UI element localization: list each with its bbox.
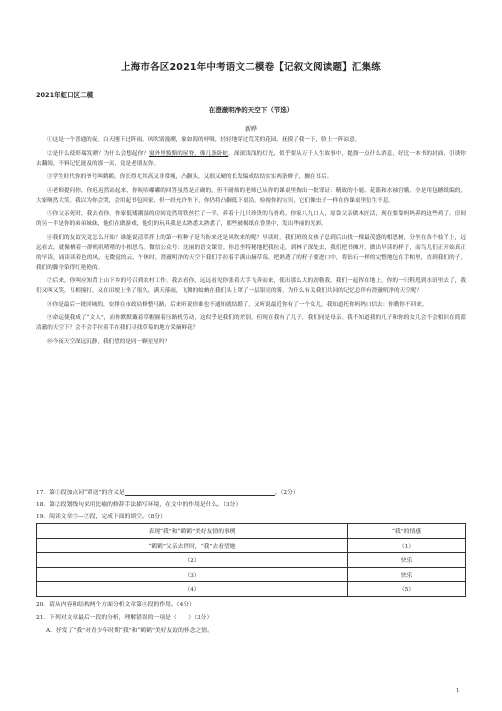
table-header-row [37,524,466,539]
answer-blank[interactable] [125,489,275,496]
question-19: 19．阅读文章⑤—⑦段，完成下面的填空。（8分） [36,514,166,520]
table-cell: （2） [37,553,348,568]
table-cell: 快乐 [348,553,466,568]
fill-in-table [36,523,466,597]
table-cell: “鹤鹤”父亲去世时，“我”去看望她 [37,538,348,553]
question-17: 17．第①段加点词“罩送”的含义是 。（2分） [36,490,299,496]
paragraph-7: ⑦后来，你叫应知背上山下乡的号召到农村工作。我去看你，远远看见你张着大手飞奔而来，使出那么大的劲勒我，我们一起挥在地上，你的一只鞋甩到水田里去了，我们又叫又笑，互相撞打，又在田埂上坐了很久，满天落雨，飞舞的蚊蚋在我们头上罩了一层银亮的雾。为什么有关我们共同的记忆总伴有澄澈明净的天空呢？ [36,278,466,294]
paragraph-9: ⑨命运使我成了“文人”，而你默默戴着草帽握着压路机劳动，这似乎是我们的差别。但现在我有了儿子，我们同是母亲。我不知道我的儿子和你的女儿会不会相识在简蓝清澈的天空下？会不会手拉着手在我们寻找草莓的地方采摘鲜花？ [36,315,466,331]
paragraph-2: ②是什么使彰瑞发溯？为什么会想起你？窗外里黯黯的屋脊，像几条卧蛇。深深浅浅的灯光，似乎要从万千人生故事中，提溜一点什么消息，好比一本书的封面，引诱你去翻阅。不料记忆能及的那一页，竟是老朋友你。 [36,150,466,167]
paragraph-4: ④老师提问你，你迟迟然站起来，你吭咕嘟嘟的回答虽然是正确的，但不耐烦的老师已从你的课桌里掏出一批罪证：精致的小鹿、花篮和水袖宫娥，全是用包糖纸编的，大家咂然大笑。我以为你会哭，会用起书包回家，但一经允许坐下，你仍将凸颧低下桌沿，检视你的宝贝，它们像虫子一样在你课桌里衍生不息。 [36,187,466,204]
document-title: 上海市各区2021年中考语文二模卷【记叙文阅读题】汇集练 [120,62,382,73]
table-row [37,567,466,582]
paragraph-8: ⑧你是最后一批回城的，安排在市政局修整马路，后来听说你谁也不通知就结婚了，又听说最近你有了一个女儿，我知道托你妈妈口信去：你勤你不回来。 [47,301,428,308]
table-row [37,538,466,553]
article-body [36,135,466,350]
paragraph-1: ①这是一个普通的夜。白天刚下过阵雨，风吹别漫溯，象如海的呼吸，轻轻地穿过荒芜的花园，抚摸了我一下，脸上一阵凉意。 [47,137,361,143]
table-cell: 快乐 [348,567,466,582]
question-21-option-a: A．抒发了“我”对青少年时期“我”和“鹤鹤”美好友谊的怀念之情。 [46,628,213,634]
table-cell: （3） [37,567,348,582]
table-header-cell: 表现“我”和“鹤鹤”美好友情的事例 [37,524,348,539]
paragraph-3: ③学生时代你的爷号叫鹤鹤。你长得尤其高又非常瘦，凸颧头，又细又硬的长发编成结结实实两条辫子，搁在耳后。 [47,174,333,180]
article-author: 新晔 [244,126,257,133]
question-20: 20．请从内容和结构两个方面分析文章第④段的作用。（4分） [36,602,195,608]
section-heading: 2021年虹口区二模 [36,91,94,99]
table-cell: （4） [37,582,348,597]
paragraph-10: ⑩今夜天空深远沉静，我们望的是同一颗星星吗？ [47,338,171,345]
article-title: 在澄澈明净的天空下（节选） [208,106,294,114]
page-number: 1 [456,688,460,694]
question-21: 21．下列对文章最后一段的分析，理解错误的一项是（ ）（3分） [36,615,213,621]
table-cell: （1） [348,538,466,553]
paragraph-6: ⑥我们的友谊究竟怎么开始？谁能说清萃拌上的第一粒种子是当衔来还是风吹来的呢？早读时，我们班的女孩子总到后山找一棵最茂盛的相思树，分坐在各个枝丫上，远远看去，就像栖着一群机叽喳喳的小相思鸟。微信公众号：沈丽的语文课堂。你总坐特秘地把我拉走，到林子深处去，我们把书摊开，做出早读的样子，而鸟儿们正开始真正的早读，诵读读着色的风，无微觉的云，午休时，澄澈明净的天空下我们手拉着手满山摘草莓，把熟透了的籽子要进口中，将钻石一样的完整地包在手帕里，直到我们的子，我们的脚全染得红艳艳的。 [36,234,466,271]
table-row [37,582,466,597]
questions-block [36,487,466,527]
questions-block-2 [36,599,466,639]
table-row [37,553,466,568]
underlined-sentence: 窗外里黯黯的屋脊，像几条卧蛇 [148,150,229,157]
question-18: 18．第②段划线句采用比喻的修辞手法描写环境，在文中的作用是什么。（3分） [36,502,242,508]
table-cell: （5） [348,582,466,597]
table-header-cell: “我”的情感 [348,524,466,539]
paragraph-5: ⑤你父亲死时，我去看你。你家低矮潮湿的房间竟然用铁丝拦了一半，养着十几只珍贵的乌骨鸡。你家八九口人，原靠父亲做木匠活，现在要靠妈妈养的这些鸡了。房间的另一半是你的弟弟妹妹，他们在做游戏，他们的玩具我是太熟悉太熟悉了，那些被揭纸在昏黑中，发出华丽的光彩。 [36,211,466,227]
